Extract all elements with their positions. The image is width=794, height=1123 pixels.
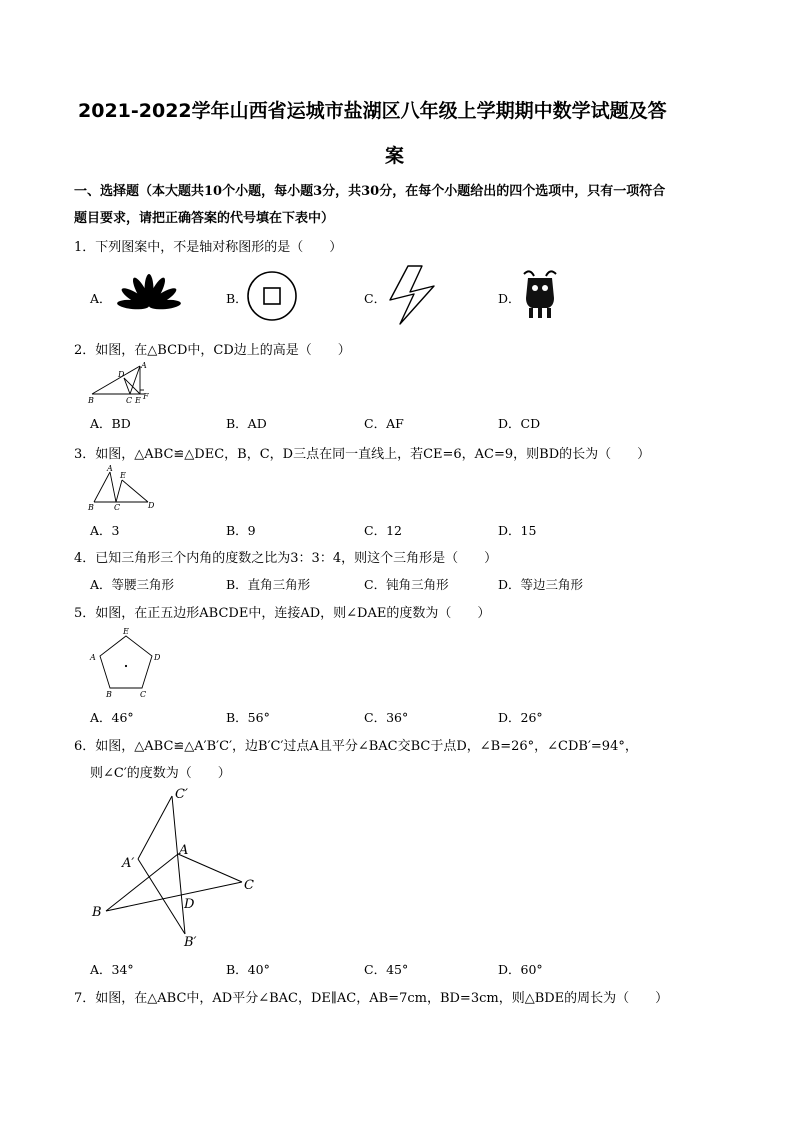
q1-option-c-label: C． <box>364 291 387 306</box>
q6-label-b-prime: B′ <box>184 935 197 950</box>
q5-option-d: D．26° <box>498 710 543 725</box>
q5-label-b: B <box>106 690 112 699</box>
q6-congruent-triangles-figure <box>86 784 266 952</box>
q5-option-c: C．36° <box>364 710 409 725</box>
q3-label-c: C <box>114 503 121 512</box>
q5-option-a: A．46° <box>90 710 134 725</box>
lightning-bolt-icon <box>388 264 438 326</box>
q4-option-b: B．直角三角形 <box>226 577 311 592</box>
q3-label-d: D <box>148 501 155 510</box>
q3-option-b: B．9 <box>226 523 256 538</box>
q6-label-a: A <box>179 843 189 858</box>
coin-square-icon <box>246 270 298 322</box>
page-title-line2: 案 <box>385 145 405 167</box>
q5-option-b: B．56° <box>226 710 270 725</box>
q5-label-e: E <box>123 627 129 636</box>
q3-option-c: C．12 <box>364 523 402 538</box>
q2-option-b: B．AD <box>226 416 267 431</box>
q3-label-a: A <box>107 464 113 473</box>
question-1-text: 1．下列图案中，不是轴对称图形的是（ ） <box>74 240 343 255</box>
q5-label-c: C <box>140 690 147 699</box>
q4-option-d: D．等边三角形 <box>498 577 584 592</box>
section-heading-line2: 题目要求，请把正确答案的代号填在下表中） <box>74 211 335 226</box>
q3-label-e: E <box>120 471 126 480</box>
q1-option-a-label: A． <box>90 291 112 306</box>
q3-option-d: D．15 <box>498 523 537 538</box>
q2-label-c: C <box>126 396 133 405</box>
q1-option-b-label: B． <box>226 291 248 306</box>
q6-option-a: A．34° <box>90 962 134 977</box>
q2-triangle-figure <box>88 360 158 406</box>
petal-fan-logo-icon <box>114 268 184 318</box>
question-3-text: 3．如图，△ABC≌△DEC，B，C，D三点在同一直线上，若CE=6，AC=9，则BD的长为（ ） <box>74 447 651 462</box>
q6-label-b: B <box>92 905 102 920</box>
q5-label-a: A <box>90 653 96 662</box>
q3-label-b: B <box>88 503 94 512</box>
section-heading-line1: 一、选择题（本大题共10个小题，每小题3分，共30分，在每个小题给出的四个选项中，只有一项符合 <box>74 184 666 199</box>
q2-label-d: D <box>118 370 125 379</box>
question-7-text: 7．如图，在△ABC中，AD平分∠BAC，DE∥AC，AB=7cm，BD=3cm，则△BDE的周长为（ ） <box>74 991 669 1006</box>
q4-option-a: A．等腰三角形 <box>90 577 175 592</box>
page-title-line1: 2021-2022学年山西省运城市盐湖区八年级上学期期中数学试题及答 <box>78 100 667 122</box>
q3-option-a: A．3 <box>90 523 120 538</box>
q6-label-c-prime: C′ <box>175 787 188 802</box>
q2-option-d: D．CD <box>498 416 541 431</box>
q6-option-c: C．45° <box>364 962 409 977</box>
bronze-vessel-icon <box>520 268 560 320</box>
q6-label-c: C <box>244 878 254 893</box>
question-5-text: 5．如图，在正五边形ABCDE中，连接AD，则∠DAE的度数为（ ） <box>74 606 491 621</box>
q6-option-b: B．40° <box>226 962 270 977</box>
question-4-text: 4．已知三角形三个内角的度数之比为3：3：4，则这个三角形是（ ） <box>74 551 498 566</box>
question-2-text: 2．如图，在△BCD中，CD边上的高是（ ） <box>74 343 351 358</box>
question-6-text-cont: 则∠C′的度数为（ ） <box>90 766 231 781</box>
q5-label-d: D <box>154 653 161 662</box>
q2-label-b: B <box>88 396 94 405</box>
q2-option-a: A．BD <box>90 416 131 431</box>
q2-label-f: F <box>143 392 149 401</box>
q6-label-d: D <box>184 897 195 912</box>
q4-option-c: C．钝角三角形 <box>364 577 449 592</box>
q2-label-e: E <box>135 396 141 405</box>
question-6-text: 6．如图，△ABC≌△A′B′C′，边B′C′过点A且平分∠BAC交BC于点D，∠B=26°，∠CDB′=94°， <box>74 739 638 754</box>
q1-option-d-label: D． <box>498 291 521 306</box>
q2-label-a: A <box>141 361 147 370</box>
q3-triangles-figure <box>88 464 158 510</box>
q2-option-c: C．AF <box>364 416 404 431</box>
q6-option-d: D．60° <box>498 962 543 977</box>
q5-pentagon-figure <box>88 626 168 698</box>
q6-label-a-prime: A′ <box>122 856 135 871</box>
